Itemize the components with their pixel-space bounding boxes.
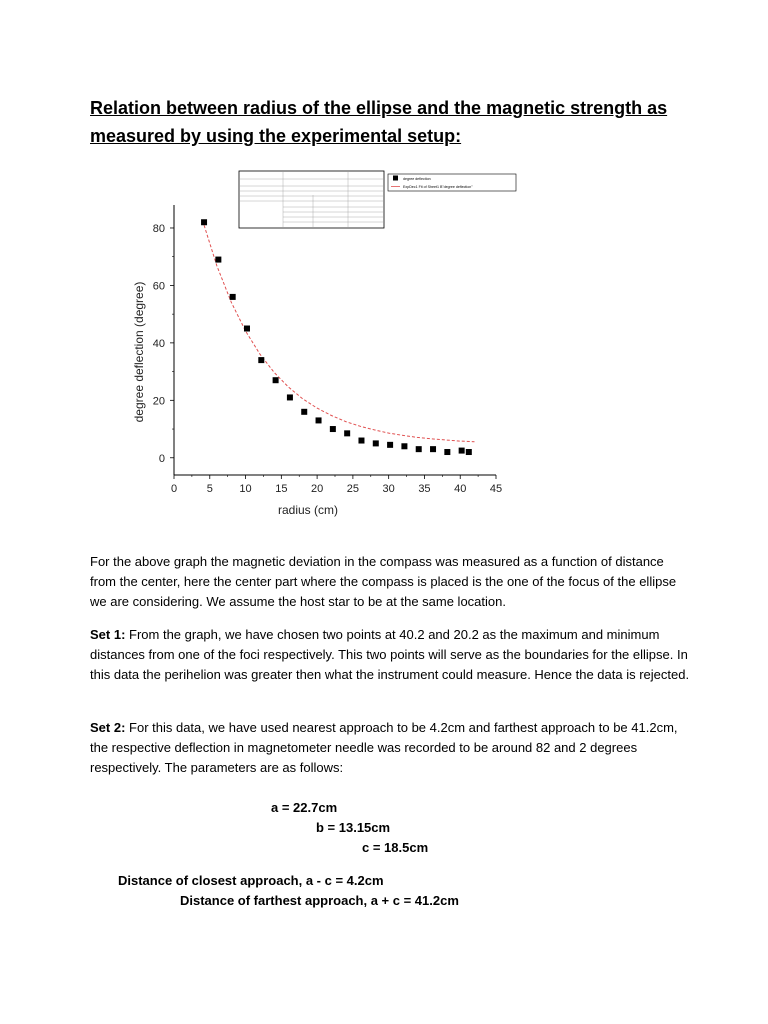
paragraph-intro: For the above graph the magnetic deviation in the compass was measured as a function of distance from the center, here the center part where the compass is placed is the one of the focus of the ellipse we are considering. We assume the host star to be at the same location.: [90, 554, 677, 609]
x-tick-label: 40: [454, 483, 467, 495]
fit-curve: [203, 221, 475, 442]
data-point: [430, 446, 436, 452]
y-axis-label: degree deflection (degree): [132, 281, 146, 423]
x-tick-label: 10: [239, 483, 252, 495]
data-point: [201, 219, 207, 225]
data-point: [230, 294, 236, 300]
equation-farthest-approach: Distance of farthest approach, a + c = 41.2cm: [180, 893, 459, 908]
chart-axes: [132, 205, 502, 517]
data-point: [273, 377, 279, 383]
equation-closest-approach: Distance of closest approach, a - c = 4.2cm: [118, 873, 384, 888]
x-tick-label: 45: [489, 483, 503, 495]
deflection-vs-radius-chart: [120, 165, 540, 525]
set2-label: Set 2:: [90, 720, 126, 735]
data-point: [358, 438, 364, 444]
set2-text: For this data, we have used nearest approach to be 4.2cm and farthest approach to be 41.2cm, the respective deflection in magnetometer needle was recorded to be around 82 and 2 degrees respectively. The parameters are as follows:: [90, 720, 678, 775]
paragraph-set2: [90, 718, 690, 778]
fit-results-table: [239, 171, 384, 228]
equation-b: b = 13.15cm: [316, 820, 391, 835]
equation-a: a = 22.7cm: [271, 800, 338, 815]
chart-legend: [388, 174, 516, 191]
data-point: [215, 257, 221, 263]
x-tick-label: 30: [382, 483, 395, 495]
data-point: [459, 448, 465, 454]
data-point: [301, 409, 307, 415]
x-tick-label: 0: [170, 483, 178, 495]
data-point: [466, 449, 472, 455]
data-point: [344, 430, 350, 436]
x-tick-label: 25: [346, 483, 360, 495]
y-tick-label: 0: [158, 452, 165, 465]
data-point: [287, 394, 293, 400]
legend-marker-square: [393, 176, 398, 181]
y-tick-label: 80: [152, 222, 165, 235]
data-point: [387, 442, 393, 448]
data-point: [401, 443, 407, 449]
legend-label-data: degree deflection: [403, 177, 431, 181]
set1-label: Set 1:: [90, 627, 126, 642]
fit-curve-layer: [203, 221, 475, 442]
legend-label-fit: ExpDec1 Fit of Sheet1 B"degree deflection": [403, 185, 473, 189]
data-point: [416, 446, 422, 452]
paragraph-set1: [90, 625, 690, 685]
y-tick-label: 40: [152, 337, 165, 350]
data-point: [258, 357, 264, 363]
data-point: [330, 426, 336, 432]
document-title: Relation between radius of the ellipse and the magnetic strength as measured by using the experimental setup:: [90, 98, 668, 146]
set1-text: From the graph, we have chosen two points at 40.2 and 20.2 as the maximum and minimum distances from one of the foci respectively. This two points will serve as the boundaries for the ellipse. In this data the perihelion was greater then what the instrument could measure. Hence the data is rejected.: [90, 627, 690, 682]
x-tick-label: 15: [275, 483, 288, 495]
y-tick-label: 60: [152, 280, 165, 293]
y-tick-label: 20: [152, 395, 165, 408]
equation-c: c = 18.5cm: [362, 840, 429, 855]
x-axis-label: radius (cm): [277, 503, 339, 517]
data-point: [444, 449, 450, 455]
data-point: [244, 326, 250, 332]
data-point: [316, 417, 322, 423]
x-tick-label: 20: [310, 483, 324, 495]
data-points-layer: [201, 219, 472, 455]
data-point: [373, 440, 379, 446]
x-tick-label: 35: [418, 483, 431, 495]
x-tick-label: 5: [206, 483, 213, 495]
